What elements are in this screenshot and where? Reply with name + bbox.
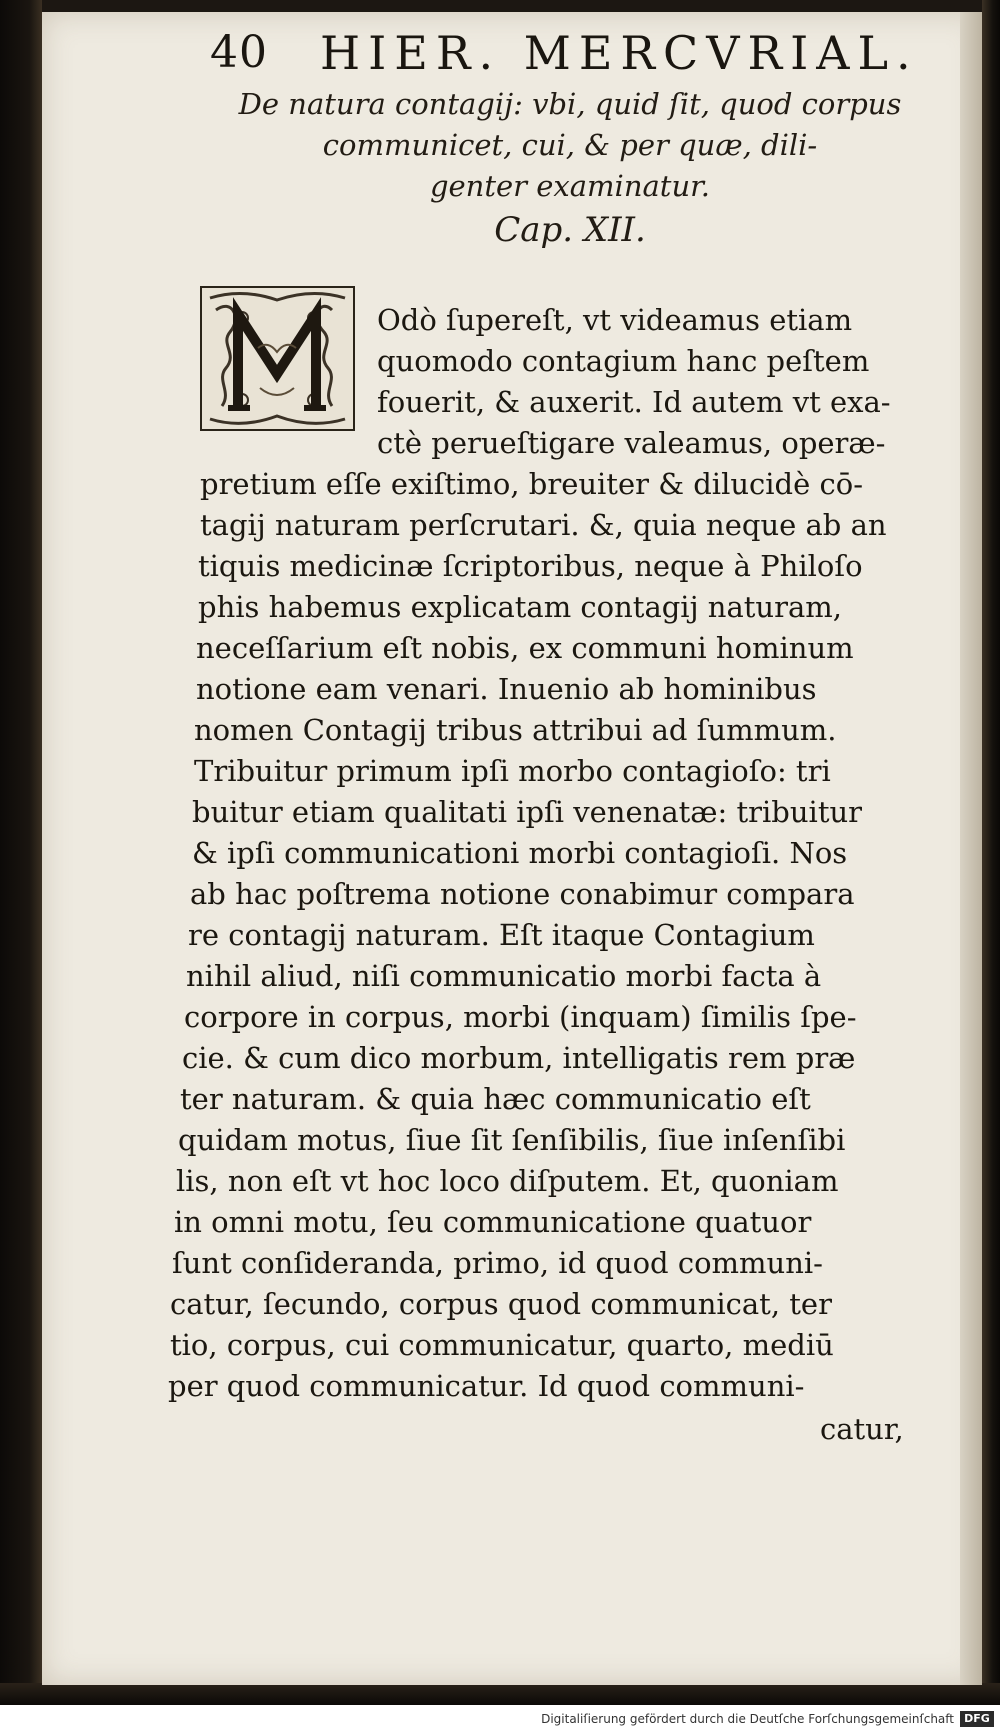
- chapter-heading-line: communicet, cui, & per quæ, dili-: [322, 128, 818, 162]
- chapter-number: Cap. XII.: [494, 210, 646, 250]
- text-line: fouerit, & auxerit. Id autem vt exa-: [377, 385, 891, 419]
- text-line: tio, corpus, cui communicatur, quarto, mediū: [170, 1328, 834, 1362]
- page-number: 40: [210, 27, 268, 78]
- text-line: quidam motus, ſiue ſit ſenſibilis, ſiue inſenſibi: [178, 1123, 846, 1157]
- text-line: ter naturam. & quia hæc communicatio eſt: [180, 1082, 811, 1116]
- dfg-logo: DFG: [960, 1711, 994, 1727]
- catchword: catur,: [820, 1412, 904, 1446]
- text-line: cie. & cum dico morbum, intelligatis rem præ: [182, 1041, 856, 1075]
- scan-border-right: [982, 0, 1000, 1705]
- text-line: in omni motu, ſeu communicatione quatuor: [174, 1205, 812, 1239]
- text-line: nihil aliud, niſi communicatio morbi facta à: [186, 959, 822, 993]
- text-line: lis, non eſt vt hoc loco diſputem. Et, quoniam: [176, 1164, 839, 1198]
- text-line: Odò ſupereſt, vt videamus etiam: [377, 303, 853, 337]
- ornamental-initial-icon: [202, 288, 353, 429]
- decorated-initial-m: [200, 286, 355, 431]
- text-line: phis habemus explicatam contagij naturam,: [198, 590, 842, 624]
- text-line: ab hac poſtrema notione conabimur compara: [190, 877, 855, 911]
- text-line: neceſſarium eſt nobis, ex communi hominum: [196, 631, 854, 665]
- text-line: per quod communicatur. Id quod communi-: [168, 1369, 805, 1403]
- page-edge: [960, 12, 982, 1685]
- text-line: nomen Contagij tribus attribui ad ſummum.: [194, 713, 837, 747]
- chapter-heading-line: genter examinatur.: [429, 169, 711, 203]
- digitization-credit: Digitaliſierung gefördert durch die Deutſche Forſchungsgemeinſchaft: [541, 1712, 954, 1726]
- text-line: corpore in corpus, morbi (inquam) ſimilis ſpe-: [184, 1000, 857, 1034]
- text-line: quomodo contagium hanc peſtem: [377, 344, 870, 378]
- text-line: ſunt conſideranda, primo, id quod communi-: [172, 1246, 823, 1280]
- chapter-heading: [230, 84, 910, 253]
- chapter-heading-line: De natura contagij: vbi, quid ſit, quod corpus: [238, 87, 902, 121]
- scan-border-bottom: [0, 1683, 1000, 1705]
- text-line: catur, ſecundo, corpus quod communicat, ter: [170, 1287, 832, 1321]
- text-line: buitur etiam qualitati ipſi venenatæ: tribuitur: [192, 795, 863, 829]
- text-line: tagij naturam perſcrutari. &, quia neque ab an: [200, 508, 887, 542]
- digitization-footer: [0, 1708, 1000, 1730]
- running-title: HIER. MERCVRIAL.: [320, 26, 919, 80]
- text-line: pretium eſſe exiſtimo, breuiter & dilucidè cō-: [200, 467, 863, 501]
- scan-border-left: [0, 0, 42, 1705]
- text-line: ctè perueſtigare valeamus, operæ-: [377, 426, 886, 460]
- text-line: re contagij naturam. Eſt itaque Contagium: [188, 918, 815, 952]
- text-line: notione eam venari. Inuenio ab hominibus: [196, 672, 817, 706]
- text-line: Tribuitur primum ipſi morbo contagioſo: tri: [194, 754, 831, 788]
- text-line: tiquis medicinæ ſcriptoribus, neque à Philoſo: [198, 549, 863, 583]
- running-head: [210, 22, 919, 84]
- text-line: & ipſi communicationi morbi contagioſi. Nos: [192, 836, 848, 870]
